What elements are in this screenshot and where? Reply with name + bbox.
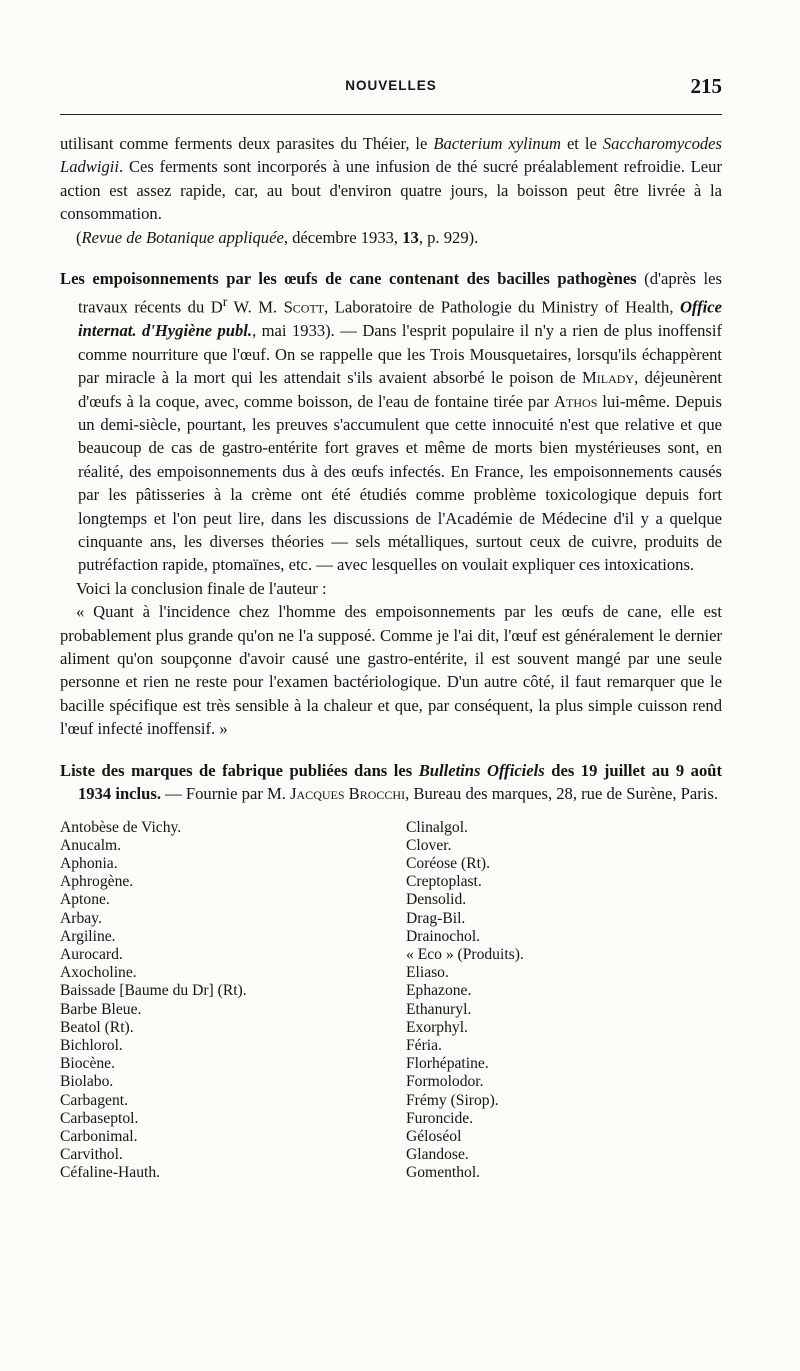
trademark-item: Ethanuryl. xyxy=(406,1000,472,1018)
trademark-item: Arbay. xyxy=(60,909,102,927)
source-journal: Revue de Botanique appliquée xyxy=(81,227,284,247)
trademark-item: Biolabo. xyxy=(60,1073,114,1091)
trademark-item: Féria. xyxy=(406,1036,442,1054)
trademark-item: Antobèse de Vichy. xyxy=(60,818,182,836)
trademark-item: Coréose (Rt). xyxy=(406,854,491,872)
article-title: Les empoisonnements par les œufs de cane contenant des bacilles pathogènes xyxy=(60,269,637,289)
trademarks-text: — Fournie par M. xyxy=(161,784,291,804)
article-quote: « Quant à l'incidence chez l'homme des empoisonnements par les œufs de cane, elle est probablement plus grande qu'on ne l'a supposé. Comme je l'ai dit, l'œuf est généralement le dernier aliment qu'on soupçonne d'avoir causé une gastro-entérite, il est souvent mangé par une seule personne et rien ne reste pour l'examen bactériologique. D'un autre côté, il faut remarquer que le bacille spécifique est très sensible à la chaleur et que, par conséquent, la plus simple cuisson rend l'œuf infecté inoffensif. » xyxy=(60,602,722,739)
page-header xyxy=(60,76,722,102)
article-ref-sup: r xyxy=(222,294,228,310)
article-ref: , Laboratoire de Pathologie du Ministry of Health, xyxy=(324,297,680,317)
trademark-item: Drag-Bil. xyxy=(406,909,466,927)
trademarks-title: des 19 juillet au 9 août 1934 inclus. xyxy=(78,760,722,804)
article-text: , déjeunèrent d'œufs à la coque, avec, comme boisson, de l'eau de fontaine tirée par xyxy=(78,368,722,411)
trademark-item: Biocène. xyxy=(60,1055,115,1073)
trademark-item: Bichlorol. xyxy=(60,1036,123,1054)
species-name-1: Bacterium xylinum xyxy=(433,134,561,153)
species-name-2: Saccharomycodes Ladwigii xyxy=(60,134,722,177)
article-journal: Office internat. d'Hygiène publ. xyxy=(78,297,723,341)
header-rule xyxy=(60,114,722,115)
intro-text: . Ces ferments sont incorporés à une infusion de thé sucré préalablement refroidie. Leur action est assez rapide, car, au bout d'environ quatre jours, la boisson peut être livrée à la consommation. xyxy=(60,157,722,224)
trademark-lists xyxy=(60,819,722,1183)
trademarks-provider: Jacques Brocchi xyxy=(290,784,406,804)
article-ref: (d'après les travaux récents du D xyxy=(78,269,722,317)
article-text: lui-même. Depuis un demi-siècle, pourtant, les preuves s'accumulent que cette innocuité n'est que relative et que beaucoup de cas de gastro-entérite fort graves et même de morts bien mystérieuses sont, en réalité, des empoisonnements dus à des œufs infectés. En France, les empoisonnements causés par les pâtisseries à la crème ont été étudiés comme problème toxicologique depuis fort longtemps et l'on peut lire, dans les discussions de l'Académie de Médecine d'il y a quelque cinquante ans, les diverses théories — sels métalliques, surtout ceux de cuivre, produits de putréfaction rapide, ptomaïnes, etc. — avec lesquelles on voulait expliquer ces intoxications. xyxy=(78,391,722,575)
trademark-item: Axocholine. xyxy=(60,964,137,982)
page-body xyxy=(60,132,722,1183)
trademark-item: Carbaseptol. xyxy=(60,1109,139,1127)
trademark-item: Aphrogène. xyxy=(60,873,134,891)
trademark-item: Eliaso. xyxy=(406,964,449,982)
article-author: Scott xyxy=(283,297,325,317)
name-athos: Athos xyxy=(554,391,598,411)
trademarks-heading xyxy=(60,759,722,806)
trademark-item: Clover. xyxy=(406,836,452,854)
intro-text: utilisant comme ferments deux parasites du Théier, le xyxy=(60,134,434,153)
source-text: ( xyxy=(76,227,82,247)
trademarks-bulletins: Bulletins Officiels xyxy=(418,760,545,780)
name-milady: Milady xyxy=(581,368,635,388)
intro-paragraph xyxy=(60,132,722,226)
intro-text: et le xyxy=(560,134,603,153)
spacer xyxy=(60,249,722,267)
trademark-item: Aphonia. xyxy=(60,854,118,872)
article-text: Dans l'esprit populaire il n'y a rien de plus inoffensif comme nourriture que l'œuf. On se rappelle que les Trois Mousquetaires, lorsqu'ils échappèrent par miracle à la mort qui les attendait s'ils avaient absorbé le poison de xyxy=(78,321,722,388)
trademark-item: Creptoplast. xyxy=(406,873,482,891)
trademark-item: Aptone. xyxy=(60,891,110,909)
trademark-item: Drainochol. xyxy=(406,927,481,945)
article-ref: W. M. xyxy=(227,297,284,317)
trademark-item: Gomenthol. xyxy=(406,1164,481,1182)
spacer xyxy=(60,741,722,759)
trademark-item: Céfaline-Hauth. xyxy=(60,1164,161,1182)
running-title: NOUVELLES xyxy=(345,78,437,93)
trademark-item: Formolodor. xyxy=(406,1073,484,1091)
trademark-item: Beatol (Rt). xyxy=(60,1018,134,1036)
trademark-item: Géloséol xyxy=(406,1127,462,1145)
article-first-paragraph xyxy=(60,267,722,577)
source-volume: 13 xyxy=(402,227,419,247)
trademark-item: Florhépatine. xyxy=(406,1055,489,1073)
trademark-item: Argiline. xyxy=(60,927,116,945)
trademark-item: Glandose. xyxy=(406,1146,469,1164)
source-text: , p. 929). xyxy=(418,227,479,247)
trademark-item: Exorphyl. xyxy=(406,1018,468,1036)
article-conclusion-intro: Voici la conclusion finale de l'auteur : xyxy=(76,578,327,598)
trademark-item: Densolid. xyxy=(406,891,467,909)
trademark-column-right xyxy=(406,819,706,1183)
trademark-item: Anucalm. xyxy=(60,836,122,854)
intro-source xyxy=(60,226,722,249)
source-text: , décembre 1933, xyxy=(283,227,403,247)
trademark-item: Furoncide. xyxy=(406,1109,474,1127)
trademarks-address: , Bureau des marques, 28, rue de Surène, Paris. xyxy=(405,784,718,804)
trademark-item: Carbonimal. xyxy=(60,1127,138,1145)
trademarks-title: Liste des marques de fabrique publiées dans les xyxy=(60,760,419,780)
trademark-item: Baissade [Baume du Dr] (Rt). xyxy=(60,982,247,1000)
trademark-item: Frémy (Sirop). xyxy=(406,1091,499,1109)
trademark-column-left xyxy=(60,819,406,1183)
trademark-item: « Eco » (Produits). xyxy=(406,945,524,963)
page-number: 215 xyxy=(690,74,722,98)
trademark-item: Clinalgol. xyxy=(406,818,468,836)
article-ref: , mai 1933). — xyxy=(252,321,363,341)
trademark-item: Ephazone. xyxy=(406,982,472,1000)
trademark-item: Aurocard. xyxy=(60,945,123,963)
trademark-item: Carvithol. xyxy=(60,1146,123,1164)
trademark-item: Barbe Bleue. xyxy=(60,1000,142,1018)
trademark-item: Carbagent. xyxy=(60,1091,128,1109)
